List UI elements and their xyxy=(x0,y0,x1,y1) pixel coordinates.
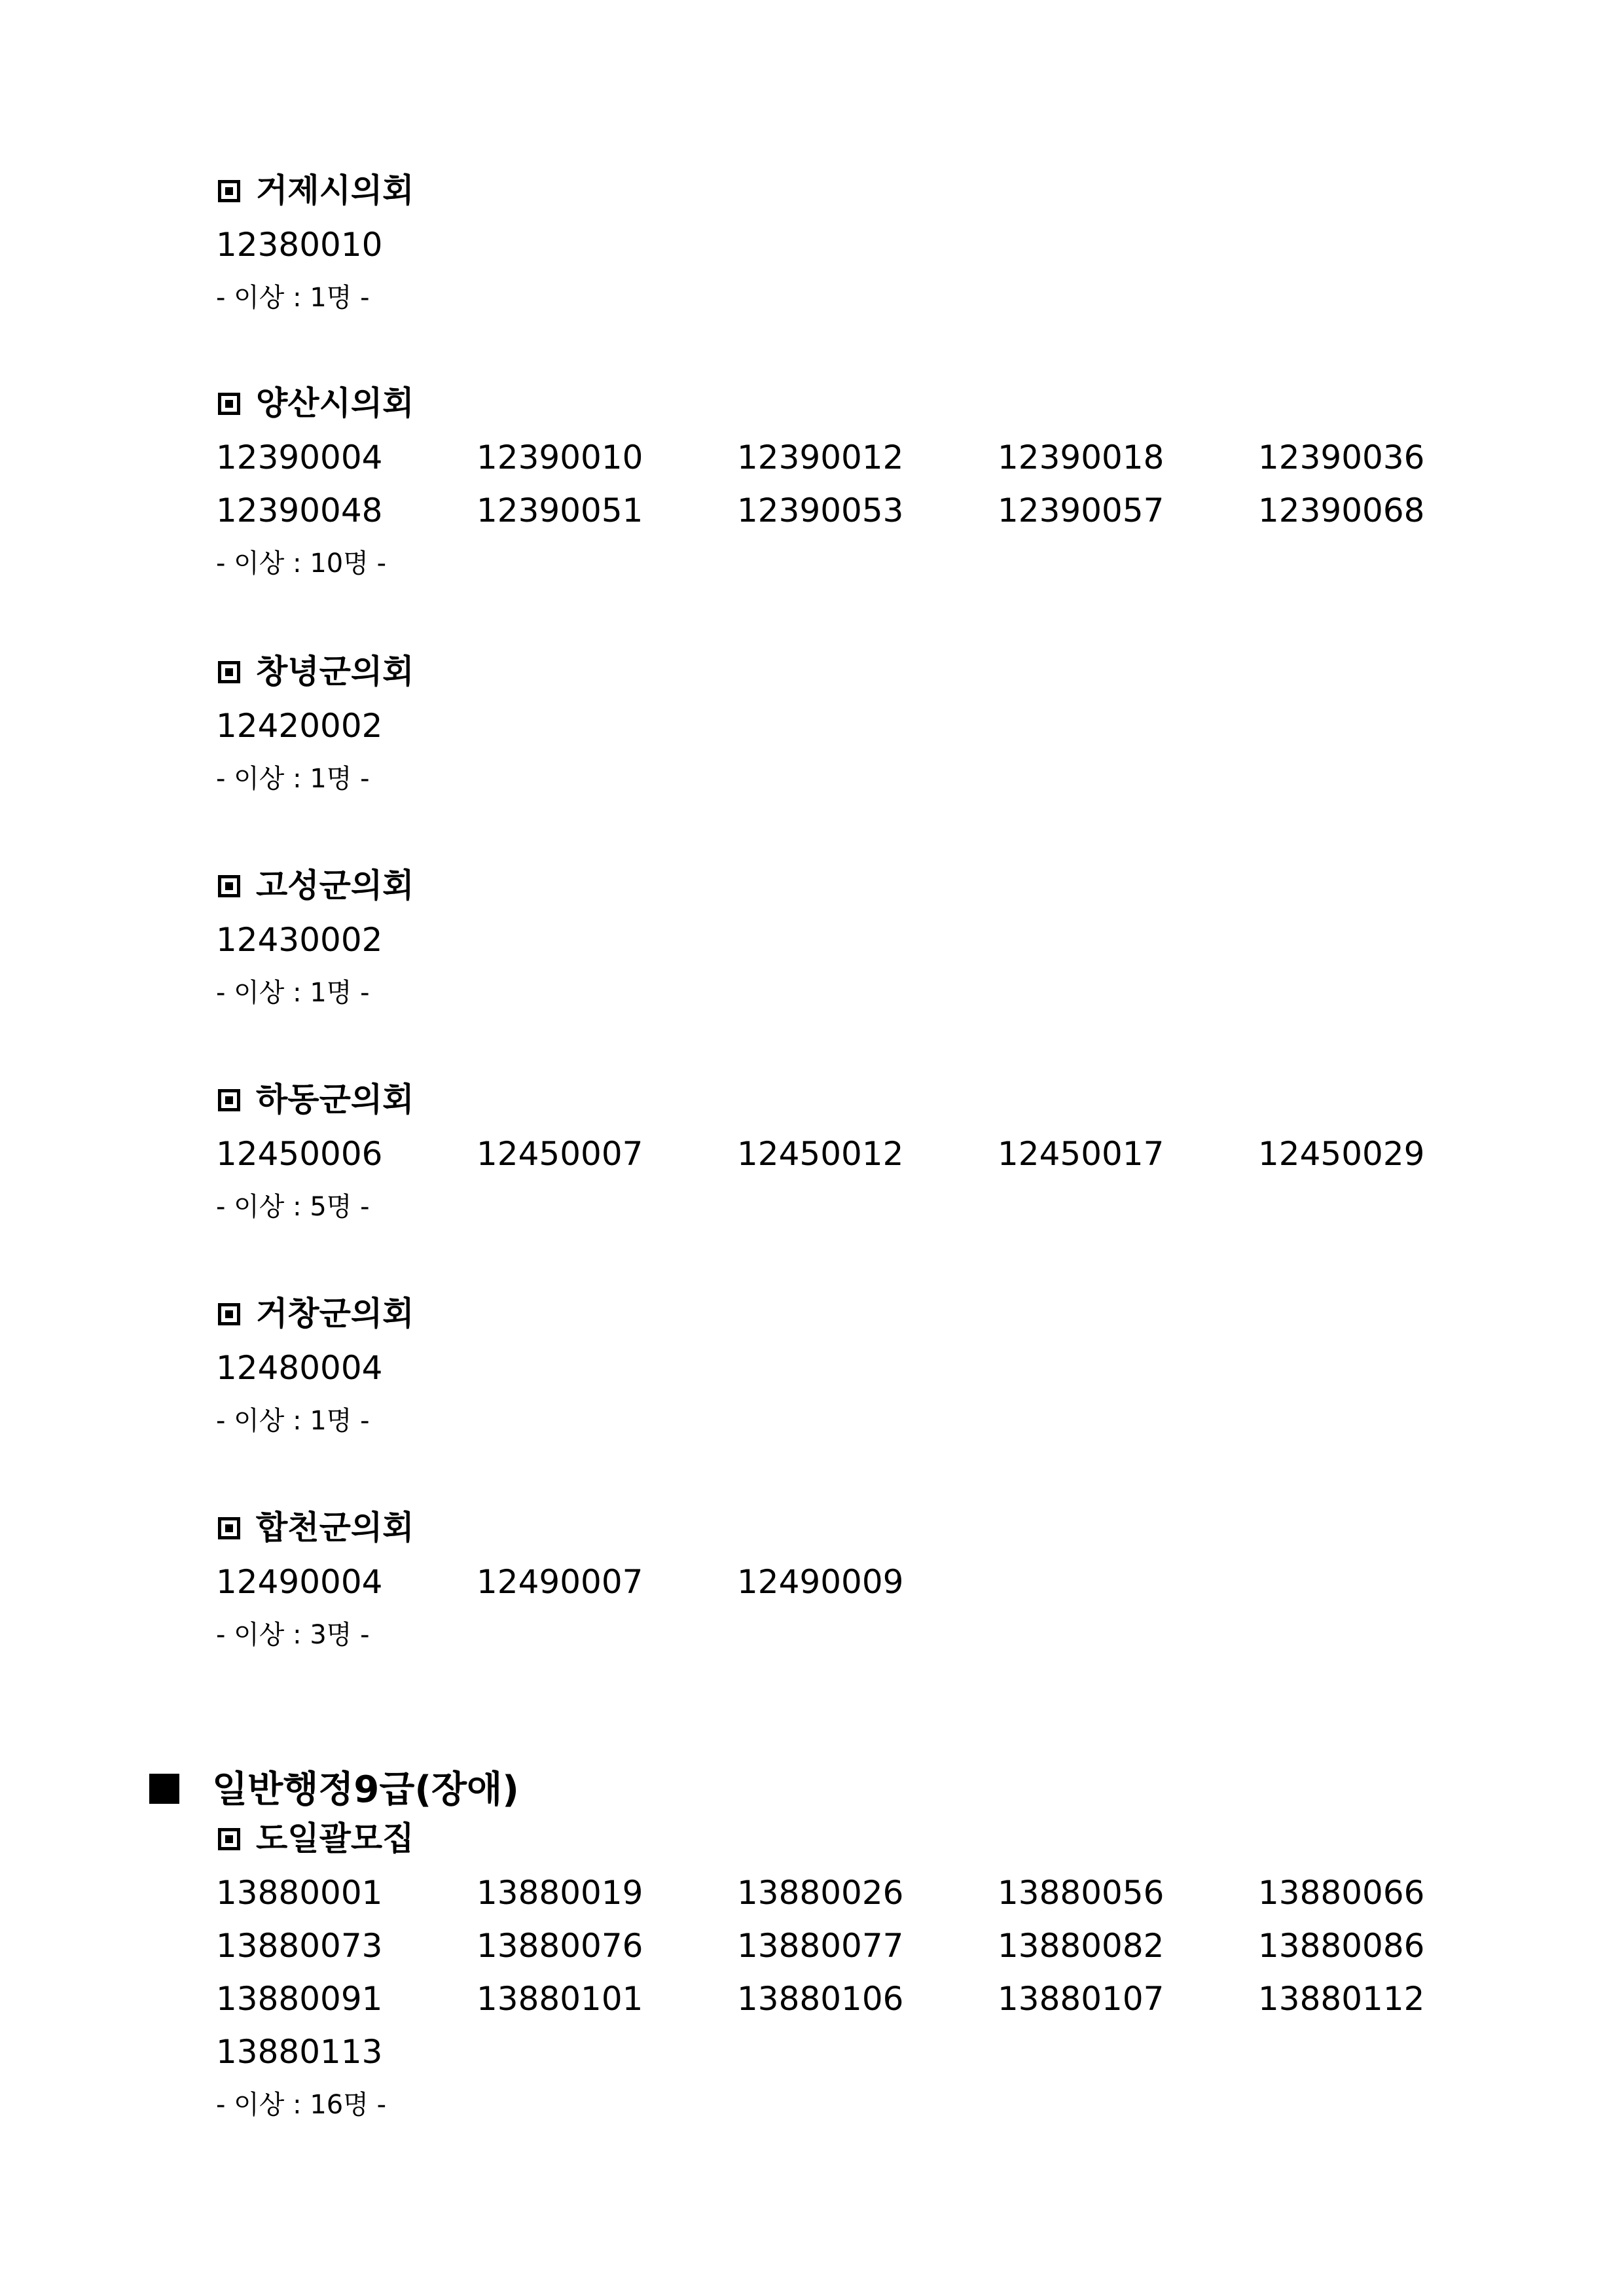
square-in-square-icon xyxy=(218,393,240,415)
applicant-number: 12450012 xyxy=(737,1135,904,1173)
square-in-square-icon xyxy=(218,661,240,683)
applicant-number: 12430002 xyxy=(216,921,383,959)
group-heading xyxy=(216,375,1460,431)
applicant-number: 13880056 xyxy=(998,1874,1164,1912)
number-row xyxy=(216,219,1460,272)
council-group xyxy=(216,375,1460,590)
applicant-number: 12390051 xyxy=(477,492,643,529)
group-name: 고성군의회 xyxy=(256,867,414,905)
council-group xyxy=(216,643,1460,805)
count-summary: - 이상 : 1명 - xyxy=(216,978,370,1008)
applicant-number: 13880076 xyxy=(477,1927,643,1965)
council-group xyxy=(216,857,1460,1019)
applicant-number: 13880112 xyxy=(1258,1980,1425,2018)
council-group xyxy=(216,162,1460,324)
number-row xyxy=(216,1920,1460,1973)
applicant-number: 13880066 xyxy=(1258,1874,1425,1912)
applicant-number: 12450007 xyxy=(477,1135,643,1173)
applicant-number: 13880101 xyxy=(477,1980,643,2018)
group-name: 하동군의회 xyxy=(256,1081,414,1119)
group-name: 합천군의회 xyxy=(256,1509,414,1547)
square-in-square-icon xyxy=(218,1089,240,1111)
applicant-number: 12390048 xyxy=(216,492,383,529)
applicant-number: 13880073 xyxy=(216,1927,383,1965)
count-summary: - 이상 : 3명 - xyxy=(216,1620,370,1650)
group-heading xyxy=(216,162,1460,219)
council-group xyxy=(216,1499,1460,1661)
number-row xyxy=(216,1342,1460,1395)
group-heading xyxy=(216,643,1460,700)
number-row xyxy=(216,484,1460,537)
applicant-number: 12480004 xyxy=(216,1349,383,1387)
applicant-number: 12450006 xyxy=(216,1135,383,1173)
number-row xyxy=(216,1973,1460,2026)
applicant-number: 12490004 xyxy=(216,1563,383,1601)
applicant-number: 12390010 xyxy=(477,439,643,476)
applicant-number: 12390068 xyxy=(1258,492,1425,529)
applicant-number: 12390018 xyxy=(998,439,1164,476)
group-heading xyxy=(216,1810,1460,1867)
number-row xyxy=(216,1556,1460,1609)
count-summary: - 이상 : 1명 - xyxy=(216,1406,370,1436)
count-summary: - 이상 : 1명 - xyxy=(216,283,370,313)
applicant-number: 12390053 xyxy=(737,492,904,529)
number-row xyxy=(216,1867,1460,1920)
council-group xyxy=(216,1285,1460,1447)
applicant-number: 13880113 xyxy=(216,2033,383,2071)
applicant-number: 12390004 xyxy=(216,439,383,476)
number-row xyxy=(216,914,1460,967)
applicant-number: 12380010 xyxy=(216,226,383,264)
number-row xyxy=(216,1128,1460,1181)
applicant-number: 12420002 xyxy=(216,707,383,745)
applicant-number: 13880026 xyxy=(737,1874,904,1912)
applicant-number: 13880082 xyxy=(998,1927,1164,1965)
group-name: 거제시의회 xyxy=(256,171,414,209)
applicant-number: 12490009 xyxy=(737,1563,904,1601)
applicant-number: 12390057 xyxy=(998,492,1164,529)
applicant-number: 13880001 xyxy=(216,1874,383,1912)
applicant-number: 13880077 xyxy=(737,1927,904,1965)
square-in-square-icon xyxy=(218,1303,240,1325)
applicant-number: 12390036 xyxy=(1258,439,1425,476)
group-name: 양산시의회 xyxy=(256,384,414,422)
count-summary: - 이상 : 1명 - xyxy=(216,764,370,794)
applicant-number: 12450017 xyxy=(998,1135,1164,1173)
black-square-icon xyxy=(149,1774,179,1804)
square-in-square-icon xyxy=(218,180,240,202)
count-summary: - 이상 : 16명 - xyxy=(216,2090,387,2120)
square-in-square-icon xyxy=(218,875,240,897)
number-row xyxy=(216,2026,1460,2079)
number-row xyxy=(216,431,1460,484)
council-group xyxy=(216,1810,1460,2131)
group-name: 창녕군의회 xyxy=(256,653,414,691)
group-heading xyxy=(216,1071,1460,1128)
group-heading xyxy=(216,1285,1460,1342)
count-summary: - 이상 : 10명 - xyxy=(216,548,387,579)
group-name: 거창군의회 xyxy=(256,1295,414,1333)
count-summary: - 이상 : 5명 - xyxy=(216,1192,370,1222)
section-title-text: 일반행정9급(장애) xyxy=(212,1768,519,1811)
square-in-square-icon xyxy=(218,1828,240,1850)
square-in-square-icon xyxy=(218,1517,240,1539)
applicant-number: 13880091 xyxy=(216,1980,383,2018)
applicant-number: 12490007 xyxy=(477,1563,643,1601)
group-heading xyxy=(216,857,1460,914)
number-row xyxy=(216,700,1460,753)
applicant-number: 12390012 xyxy=(737,439,904,476)
group-heading xyxy=(216,1499,1460,1556)
applicant-number: 13880107 xyxy=(998,1980,1164,2018)
applicant-number: 12450029 xyxy=(1258,1135,1425,1173)
applicant-number: 13880019 xyxy=(477,1874,643,1912)
council-group xyxy=(216,1071,1460,1233)
group-name: 도일괄모집 xyxy=(256,1820,414,1857)
applicant-number: 13880086 xyxy=(1258,1927,1425,1965)
applicant-number: 13880106 xyxy=(737,1980,904,2018)
